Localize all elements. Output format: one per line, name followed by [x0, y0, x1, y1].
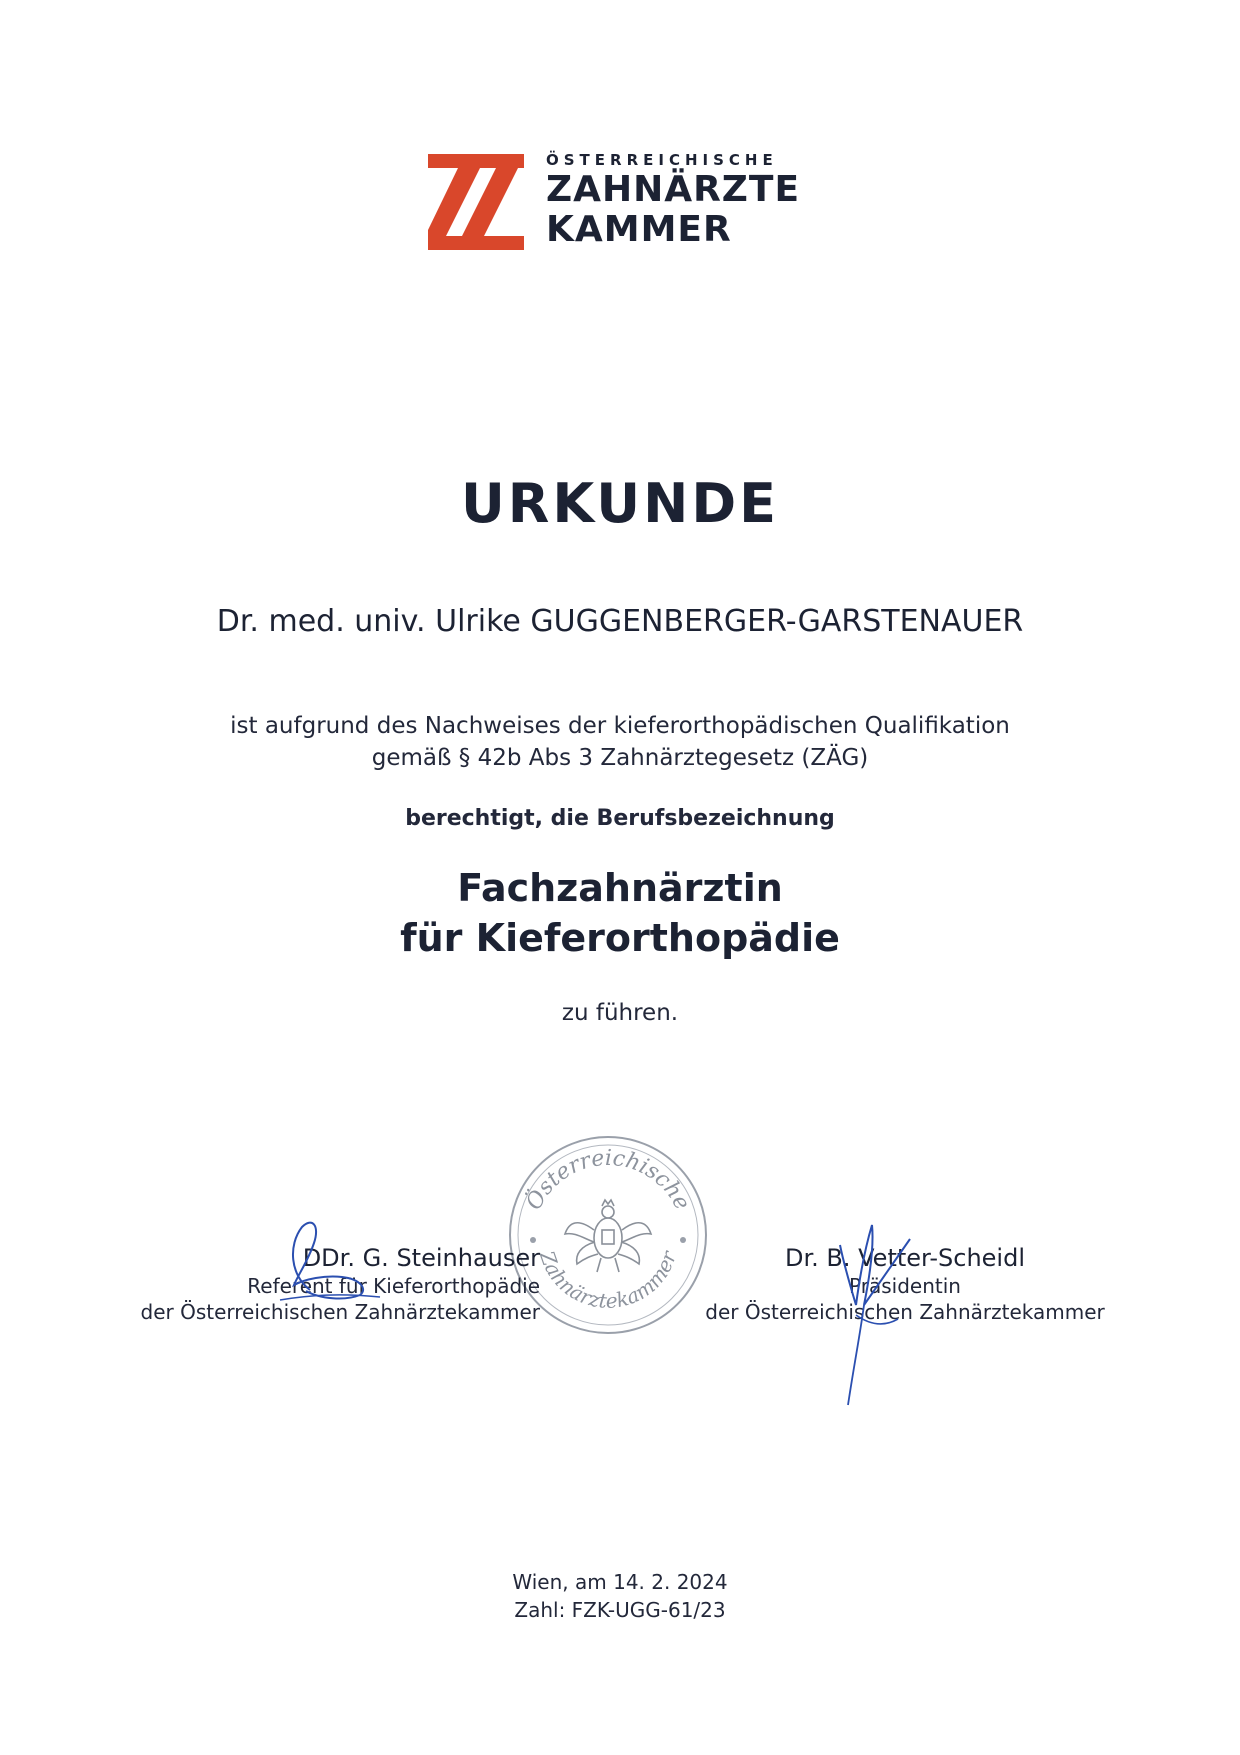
signatory-left [141, 1243, 540, 1325]
signatory-right-name: Dr. B. Vetter-Scheidl [785, 1244, 1025, 1272]
signatory-right [700, 1243, 1110, 1325]
logo-line-2: ZAHNÄRZTE [546, 169, 801, 210]
seal-top-text: Österreichische [521, 1145, 695, 1215]
issue-details [0, 1568, 1240, 1624]
chamber-logo-mark-icon [428, 154, 524, 250]
signatory-left-name: DDr. G. Steinhauser [302, 1244, 540, 1272]
signatory-right-role-line-1: Präsidentin [849, 1274, 961, 1298]
signatory-left-role-line-2: der Österreichischen Zahnärztekammer [140, 1300, 540, 1324]
professional-title-line-2: für Kieferorthopädie [400, 916, 840, 960]
qualification-text-line-1: ist aufgrund des Nachweises der kieferorthopädischen Qualifikation [230, 713, 1010, 739]
eagle-emblem-icon [565, 1200, 651, 1272]
signatory-left-role-line-1: Referent für Kieferorthopädie [247, 1274, 540, 1298]
seal-bottom-text: Zahnärztekammer [534, 1247, 682, 1313]
logo-line-1: ÖSTERREICHISCHE [546, 151, 778, 169]
professional-title-line-1: Fachzahnärztin [457, 866, 783, 910]
place-and-date: Wien, am 14. 2. 2024 [512, 1570, 728, 1594]
qualification-text-line-2: gemäß § 42b Abs 3 Zahnärztegesetz (ZÄG) [371, 745, 869, 771]
reference-number: Zahl: FZK-UGG-61/23 [514, 1598, 726, 1622]
chamber-logo-wordmark [546, 150, 800, 250]
recipient-name: Dr. med. univ. Ulrike GUGGENBERGER-GARSTENAUER [216, 604, 1024, 639]
logo-line-3: KAMMER [546, 209, 732, 250]
chamber-logo [428, 150, 828, 260]
closing-text: zu führen. [561, 1000, 679, 1026]
signatory-right-role-line-2: der Österreichischen Zahnärztekammer [705, 1300, 1105, 1324]
entitlement-text: berechtigt, die Berufsbezeichnung [405, 806, 835, 831]
document-title: URKUNDE [460, 472, 780, 535]
